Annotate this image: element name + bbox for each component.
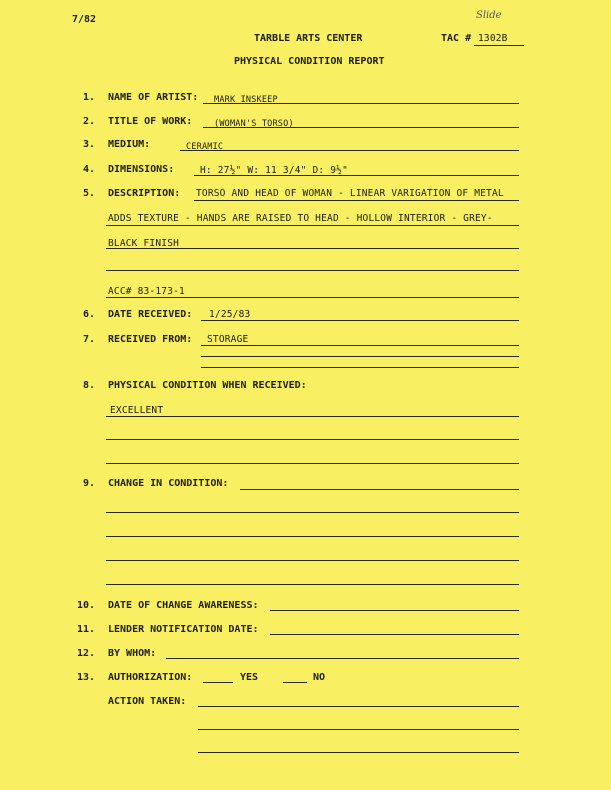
artist-label: NAME OF ARTIST: xyxy=(108,92,199,103)
item-number: 2. xyxy=(82,116,95,127)
condition-line-2 xyxy=(106,439,519,440)
description-underline-3 xyxy=(106,248,519,249)
lender-notification-label: LENDER NOTIFICATION DATE: xyxy=(108,624,259,635)
date-received-label: DATE RECEIVED: xyxy=(108,309,193,320)
date-received-value[interactable]: 1/25/83 xyxy=(209,309,251,320)
item-number: 6. xyxy=(82,309,95,320)
item-number: 9. xyxy=(82,478,95,489)
description-underline-5 xyxy=(106,297,519,298)
item-number: 13. xyxy=(76,672,95,683)
tac-number-line xyxy=(474,45,524,46)
description-underline-4 xyxy=(106,270,519,271)
change-awareness-label: DATE OF CHANGE AWARENESS: xyxy=(108,600,259,611)
received-from-line-1 xyxy=(201,345,519,346)
change-awareness-line xyxy=(270,610,519,611)
item-number: 7. xyxy=(82,334,95,345)
item-number: 12. xyxy=(76,648,95,659)
org-name: TARBLE ARTS CENTER xyxy=(254,33,363,44)
description-label: DESCRIPTION: xyxy=(108,188,181,199)
change-line-5 xyxy=(106,584,519,585)
condition-received-label: PHYSICAL CONDITION WHEN RECEIVED: xyxy=(108,380,307,391)
title-value[interactable]: (WOMAN'S TORSO) xyxy=(214,119,294,129)
date-code: 7/82 xyxy=(72,14,97,25)
received-from-value[interactable]: STORAGE xyxy=(207,334,249,345)
action-taken-line-1 xyxy=(198,706,519,707)
change-line-1 xyxy=(240,489,519,490)
item-number: 5. xyxy=(82,188,95,199)
authorization-label: AUTHORIZATION: xyxy=(108,672,193,683)
condition-line-3 xyxy=(106,463,519,464)
report-title: PHYSICAL CONDITION REPORT xyxy=(234,56,385,67)
accession-number[interactable]: ACC# 83-173-1 xyxy=(108,286,185,297)
artist-value[interactable]: MARK INSKEEP xyxy=(214,95,278,105)
description-underline-1 xyxy=(194,200,519,201)
tac-label: TAC # xyxy=(441,33,472,44)
title-line xyxy=(203,127,519,128)
tac-number: 1302B xyxy=(478,33,508,44)
by-whom-line xyxy=(166,658,519,659)
change-line-2 xyxy=(106,512,519,513)
authorization-yes-blank[interactable] xyxy=(203,682,233,683)
action-taken-line-2 xyxy=(198,729,519,730)
by-whom-label: BY WHOM: xyxy=(108,648,157,659)
artist-line xyxy=(203,103,519,104)
description-line-1[interactable]: TORSO AND HEAD OF WOMAN - LINEAR VARIGATION OF METAL xyxy=(196,188,504,199)
condition-received-value[interactable]: EXCELLENT xyxy=(110,405,164,416)
description-line-3[interactable]: BLACK FINISH xyxy=(108,238,180,249)
item-number: 4. xyxy=(82,164,95,175)
lender-notification-line xyxy=(270,634,519,635)
change-label: CHANGE IN CONDITION: xyxy=(108,478,229,489)
title-label: TITLE OF WORK: xyxy=(108,116,193,127)
action-taken-label: ACTION TAKEN: xyxy=(108,696,187,707)
description-line-2[interactable]: ADDS TEXTURE - HANDS ARE RAISED TO HEAD - HOLLOW INTERIOR - GREY- xyxy=(108,213,493,224)
item-number: 8. xyxy=(82,380,95,391)
item-number: 3. xyxy=(82,139,95,150)
item-number: 1. xyxy=(82,92,95,103)
dimensions-line xyxy=(194,175,519,176)
medium-line xyxy=(180,150,519,151)
handwritten-note: Slide xyxy=(476,10,502,21)
condition-line-1 xyxy=(106,416,519,417)
authorization-yes-label: YES xyxy=(240,672,259,683)
received-from-line-3 xyxy=(201,367,519,368)
item-number: 11. xyxy=(76,624,95,635)
date-received-line xyxy=(201,320,519,321)
change-line-3 xyxy=(106,536,519,537)
medium-value[interactable]: CERAMIC xyxy=(186,142,224,152)
description-underline-2 xyxy=(106,225,519,226)
item-number: 10. xyxy=(76,600,95,611)
dimensions-label: DIMENSIONS: xyxy=(108,164,175,175)
received-from-line-2 xyxy=(201,356,519,357)
authorization-no-label: NO xyxy=(313,672,326,683)
dimensions-value[interactable]: H: 27½" W: 11 3/4" D: 9½" xyxy=(200,165,348,176)
action-taken-line-3 xyxy=(198,752,519,753)
change-line-4 xyxy=(106,560,519,561)
received-from-label: RECEIVED FROM: xyxy=(108,334,193,345)
medium-label: MEDIUM: xyxy=(108,139,151,150)
authorization-no-blank[interactable] xyxy=(283,682,307,683)
